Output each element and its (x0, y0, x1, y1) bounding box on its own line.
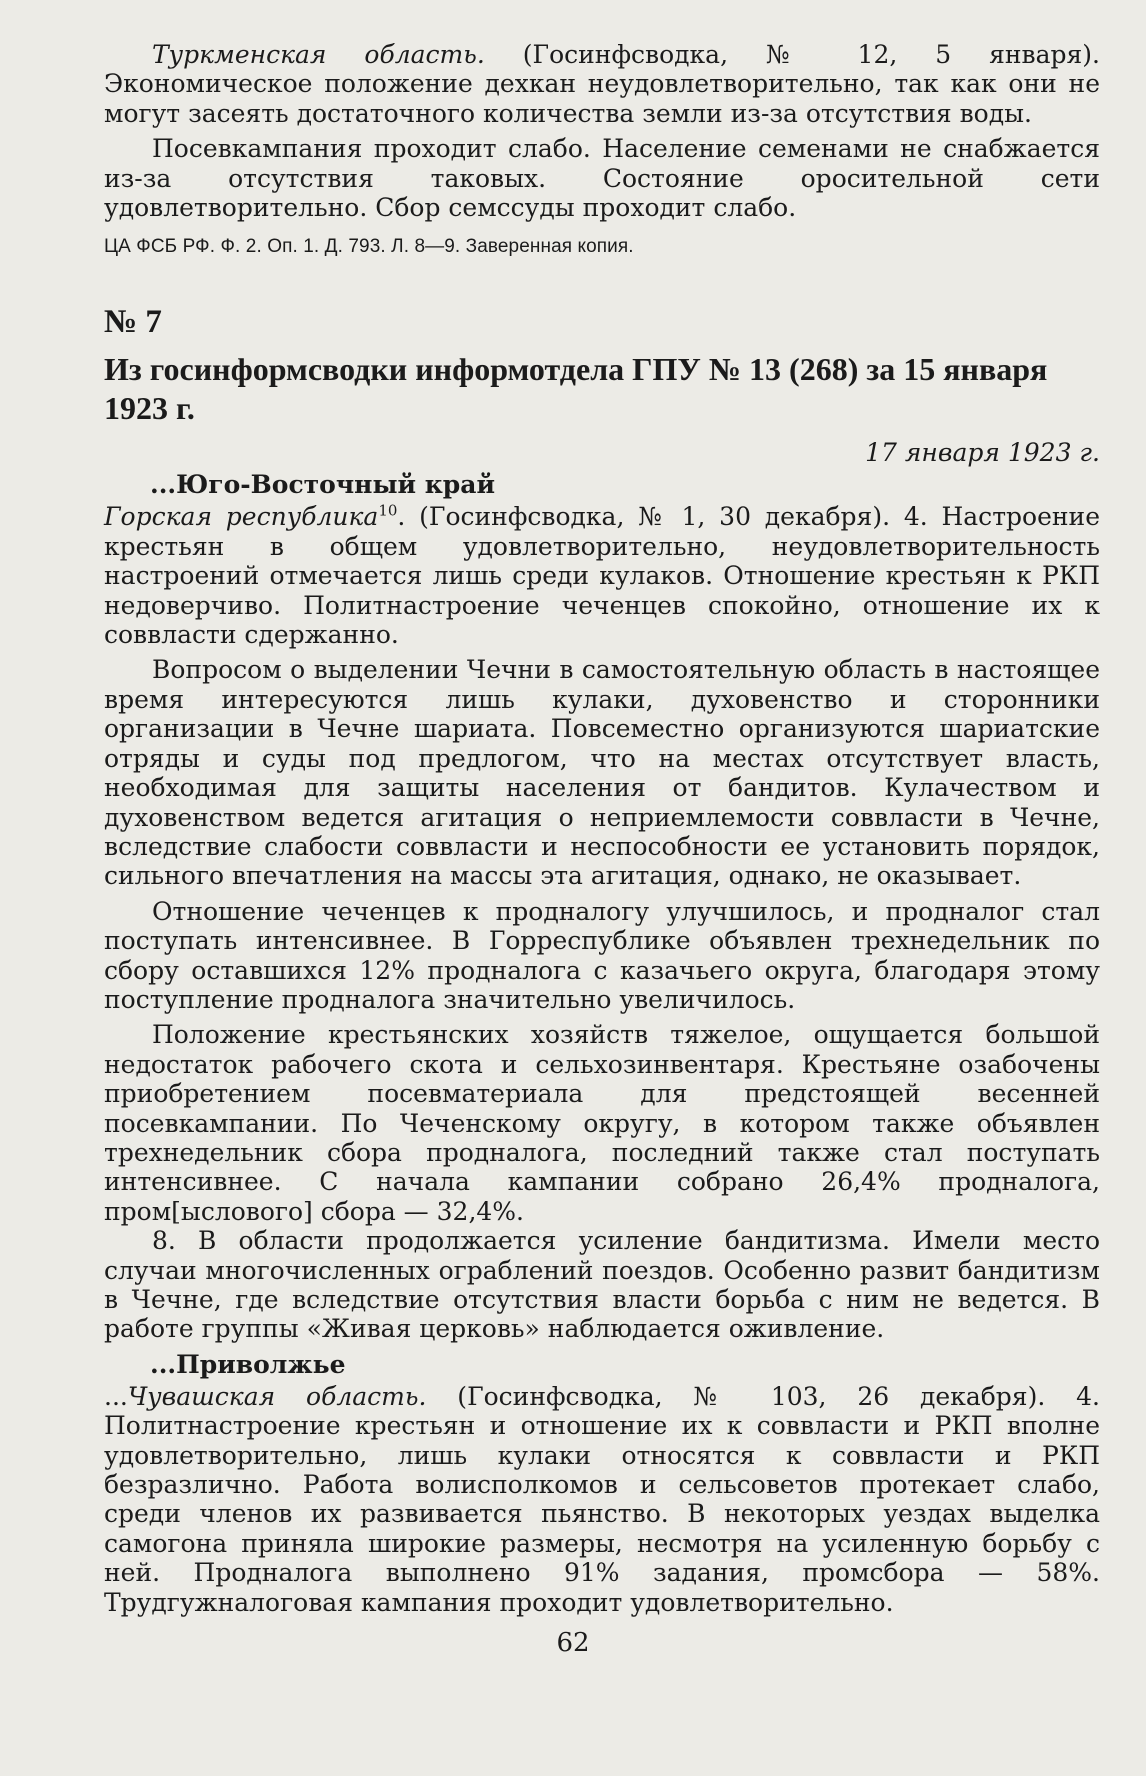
region-heading-volga: ...Приволжье (150, 1349, 346, 1379)
gorskaya-paragraph-1-text: . (Госинфсводка, № 1, 30 декабря). 4. Настроение крестьян в общем удовлетворительно, неудовлетворительность настроений отмечается лишь среди кулаков. Отношение крестьян к РКП недоверчиво. Политнастроение чеченцев спокойно, отношение их к соввласти сдержанно. (104, 502, 1100, 650)
archive-source-note: ЦА ФСБ РФ. Ф. 2. Оп. 1. Д. 793. Л. 8—9. Заверенная копия. (104, 236, 634, 258)
turkmen-paragraph-1 (104, 40, 1100, 128)
region-heading-southeast: ...Юго-Восточный край (150, 470, 496, 500)
page-number: 62 (556, 1628, 590, 1658)
footnote-marker: 10 (378, 502, 398, 521)
chuvash-paragraph (104, 1382, 1100, 1617)
banditry-paragraph: 8. В области продолжается усиление бандитизма. Имели место случаи многочисленных ограблений поездов. Особенно развит бандитизм в Чечне, где вследствие отсутствия власти борьба с ним не ведется. В работе группы «Живая церковь» наблюдается оживление. (104, 1226, 1100, 1344)
turkmen-paragraph-1-text: (Госинфсводка, № 12, 5 января). Экономическое положение дехкан неудовлетворительно, так как они не могут засеять достаточного количества земли из-за отсутствия воды. (104, 40, 1100, 128)
document-number: № 7 (104, 304, 162, 341)
gorskaya-paragraph-1 (104, 502, 1100, 649)
prodnalog-paragraph: Отношение чеченцев к продналогу улучшилось, и продналог стал поступать интенсивнее. В Горреспублике объявлен трехнедельник по сбору оставшихся 12% продналога с казачьего округа, благодаря этому поступление продналога значительно увеличилось. (104, 896, 1100, 1014)
chuvash-prefix: ... (104, 1381, 128, 1411)
turkmen-paragraph-2: Посевкампания проходит слабо. Население семенами не снабжается из-за отсутствия таковых. Состояние оросительной сети удовлетворительно. Сбор семссуды проходит слабо. (104, 134, 1100, 223)
chuvash-region-name: Чувашская область. (127, 1381, 427, 1411)
gorskaya-region-name: Горская республика (104, 502, 379, 532)
document-date: 17 января 1923 г. (865, 438, 1100, 468)
chechnya-paragraph: Вопросом о выделении Чечни в самостоятельную область в настоящее время интересуются лишь кулаки, духовенство и сторонники организации в Чечне шариата. Повсеместно организуются шариатские отряды и суды под предлогом, что на местах отсутствует власть, необходимая для защиты населения от бандитов. Кулачеством и духовенством ведется агитация о неприемлемости соввласти в Чечне, вследствие слабости соввласти и неспособности ее установить порядок, сильного впечатления на массы эта агитация, однако, не оказывает. (104, 655, 1100, 891)
turkmen-region-name: Туркменская область. (152, 40, 485, 69)
chuvash-paragraph-text: (Госинфсводка, № 103, 26 декабря). 4. Политнастроение крестьян и отношение их к соввласти и РКП вполне удовлетворительно, лишь кулаки относятся к соввласти и РКП безразлично. Работа волисполкомов и сельсоветов протекает слабо, среди членов их развивается пьянство. В некоторых уездах выделка самогона приняла широкие размеры, несмотря на усиленную борьбу с ней. Продналога выполнено 91% задания, промсбора — 58%. Трудгужналоговая кампания проходит удовлетворительно. (104, 1381, 1100, 1617)
peasant-households-paragraph: Положение крестьянских хозяйств тяжелое, ощущается большой недостаток рабочего скота и сельхозинвентаря. Крестьяне озабочены приобретением посевматериала для предстоящей весенней посевкампании. По Чеченскому округу, в котором также объявлен трехнедельник сбора продналога, последний также стал поступать интенсивнее. С начала кампании собрано 26,4% продналога, пром[ыслового] сбора — 32,4%. (104, 1020, 1100, 1226)
document-title: Из госинформсводки информотдела ГПУ № 13 (268) за 15 января 1923 г. (104, 351, 1048, 427)
